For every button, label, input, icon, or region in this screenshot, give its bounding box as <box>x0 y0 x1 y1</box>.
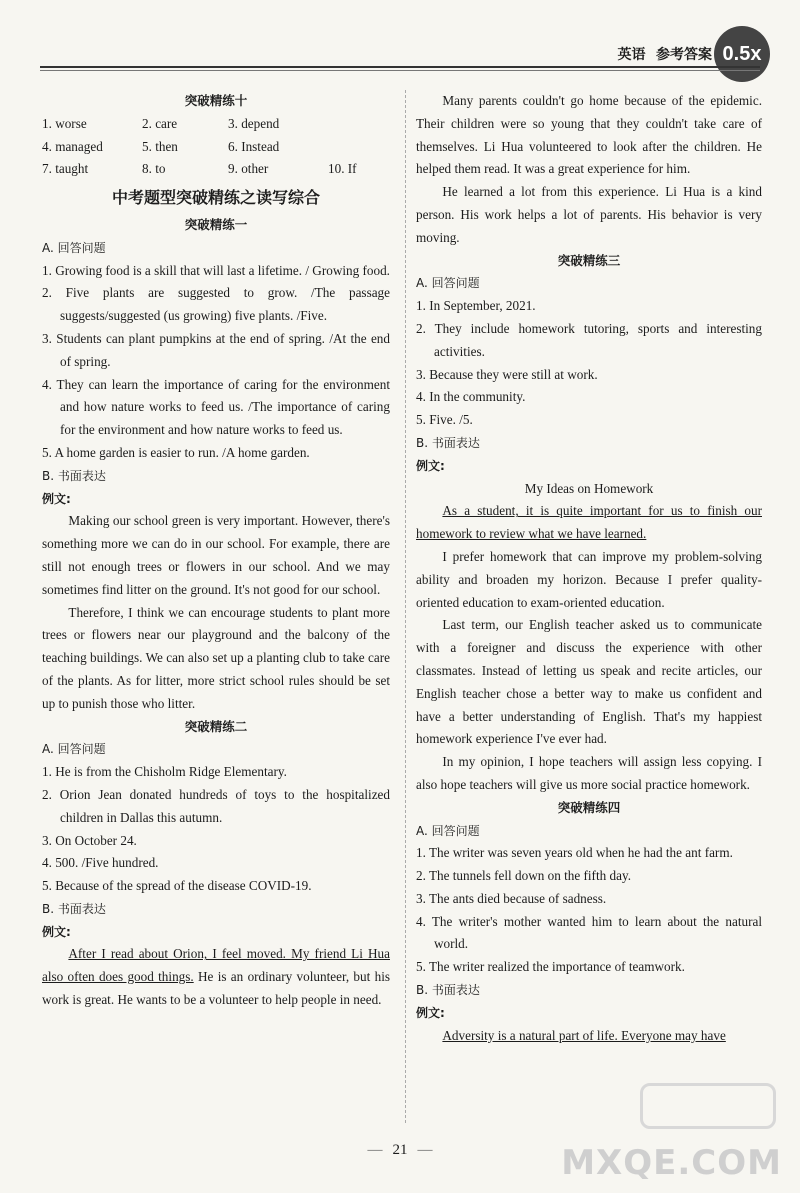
footer-dash: — <box>417 1142 433 1158</box>
part-a-label: A. 回答问题 <box>42 240 106 255</box>
answer-item: 4. The writer's mother wanted him to learn about the natural world. <box>416 913 762 952</box>
answer-item: 4. In the community. <box>416 389 526 405</box>
main-title: 中考题型突破精练之读写综合 <box>111 188 320 208</box>
essay-paragraph <box>42 943 390 1011</box>
answer-cell: 2. care <box>142 115 178 131</box>
watermark-text: MXQE.COM <box>561 1143 782 1183</box>
part-b-label: B. 书面表达 <box>42 468 106 483</box>
answer-item: 2. They include homework tutoring, sports and interesting activities. <box>416 320 762 359</box>
left-column <box>42 90 390 1012</box>
answer-item: 1. In September, 2021. <box>416 298 536 314</box>
answer-item: 4. 500. /Five hundred. <box>42 855 159 871</box>
answer-item: 5. The writer realized the importance of teamwork. <box>416 959 685 975</box>
part-b-label: B. 书面表达 <box>416 435 480 450</box>
header-rest: 参考答案 <box>656 48 712 63</box>
column-divider <box>405 90 406 1123</box>
part-a-label: A. 回答问题 <box>416 823 480 838</box>
answer-cell: 10. If <box>328 161 357 177</box>
answer-cell: 9. other <box>228 161 269 177</box>
answer-item: 3. Students can plant pumpkins at the end of spring. /At the end of spring. <box>42 330 390 369</box>
answer-cell: 6. Instead <box>228 138 280 154</box>
essay-paragraph: Therefore, I think we can encourage students to plant more trees or flowers near our playground and the balcony of the teaching buildings. We can also set up a planting club to take care of the plants. As for litter, more strict school rules should be set up to punish those who litter. <box>42 604 390 711</box>
section-title: 突破精练十 <box>184 93 248 108</box>
answer-cell <box>328 113 388 136</box>
watermark-logo <box>640 1083 776 1129</box>
answer-cell <box>328 136 388 159</box>
header-rule <box>40 66 760 68</box>
answer-cell: 8. to <box>142 161 166 177</box>
answer-cell: 3. depend <box>228 115 280 131</box>
example-label: 例文: <box>416 1005 445 1020</box>
answer-cell: 1. worse <box>42 115 87 131</box>
answer-item: 2. The tunnels fell down on the fifth day. <box>416 868 631 884</box>
underlined-sentence: As a student, it is quite important for us to finish our homework to review what we have learned. <box>416 503 762 542</box>
header-rule-thin <box>40 70 760 71</box>
page-number: 21 <box>392 1142 408 1158</box>
answer-item: 3. On October 24. <box>42 832 137 848</box>
answer-cell: 7. taught <box>42 161 89 177</box>
answer-cell: 5. then <box>142 138 178 154</box>
essay-paragraph: Many parents couldn't go home because of the epidemic. Their children were so young that they couldn't take care of themselves. Li Hua volunteered to look after the children. He helped them read. It was a great experience for him. <box>416 93 762 177</box>
zoom-badge[interactable]: 0.5x <box>714 26 770 82</box>
section-title: 突破精练二 <box>184 718 248 734</box>
answer-item: 2. Five plants are suggested to grow. /The passage suggests/suggested (us growing) five plants. /Five. <box>42 285 390 324</box>
answer-item: 5. A home garden is easier to run. /A home garden. <box>42 444 310 460</box>
answer-item: 2. Orion Jean donated hundreds of toys to the hospitalized children in Dallas this autumn. <box>42 786 390 825</box>
underlined-sentence: After I read about Orion, I feel moved. My friend Li Hua also often does good things. <box>42 946 390 985</box>
answer-cell: 4. managed <box>42 138 103 154</box>
part-b-label: B. 书面表达 <box>416 983 480 998</box>
answer-item: 1. The writer was seven years old when he had the ant farm. <box>416 845 733 861</box>
essay-title: My Ideas on Homework <box>524 480 654 496</box>
example-label: 例文: <box>42 924 71 939</box>
section-title: 突破精练三 <box>557 252 621 268</box>
header-title <box>618 44 713 64</box>
example-label: 例文: <box>416 458 445 473</box>
underlined-sentence: Adversity is a natural part of life. Everyone may have <box>442 1027 726 1043</box>
right-column <box>416 90 762 1047</box>
part-a-label: A. 回答问题 <box>42 742 106 757</box>
answer-item: 3. Because they were still at work. <box>416 366 598 382</box>
answer-grid <box>42 113 390 181</box>
answer-item: 1. He is from the Chisholm Ridge Elementary. <box>42 764 287 780</box>
answer-item: 5. Because of the spread of the disease COVID-19. <box>42 878 312 894</box>
part-a-label: A. 回答问题 <box>416 276 480 291</box>
essay-paragraph: He learned a lot from this experience. Li Hua is a kind person. His work helps a lot of parents. His behavior is very moving. <box>416 184 762 245</box>
answer-item: 4. They can learn the importance of caring for the environment and how nature works to feed us. /The importance of caring for the environment and how nature works to feed us. <box>42 376 390 438</box>
essay-paragraph: In my opinion, I hope teachers will assign less copying. I also hope teachers will give us more social practice homework. <box>416 754 762 792</box>
essay-text: He is an ordinary volunteer, but his work is great. He wants to be a volunteer to help people in need. <box>42 969 390 1008</box>
section-title: 突破精练四 <box>557 799 621 815</box>
footer-dash: — <box>367 1142 383 1158</box>
section-title: 突破精练一 <box>184 216 248 232</box>
part-b-label: B. 书面表达 <box>42 901 106 916</box>
essay-paragraph: Making our school green is very important. However, there's something more we can do in our school. For example, there are still not enough trees or flowers in our school. And we may sometimes find litter on the ground. It's not good for our school. <box>42 513 390 597</box>
answer-item: 5. Five. /5. <box>416 412 473 428</box>
header-subject: 英语 <box>617 48 646 63</box>
essay-paragraph: I prefer homework that can improve my problem-solving ability and broaden my horizon. Because I prefer quality-oriented education to exam-oriented education. <box>416 548 762 610</box>
answer-item: 3. The ants died because of sadness. <box>416 890 607 906</box>
answer-item: 1. Growing food is a skill that will last a lifetime. / Growing food. <box>42 262 390 278</box>
essay-paragraph: Last term, our English teacher asked us to communicate with a foreigner and discuss the experience with other classmates. Instead of letting us speak and recite articles, our English teacher chose a better way to make us confident and have a better understanding of English. That's my happiest homework experience I've ever had. <box>416 617 762 747</box>
example-label: 例文: <box>42 491 71 506</box>
